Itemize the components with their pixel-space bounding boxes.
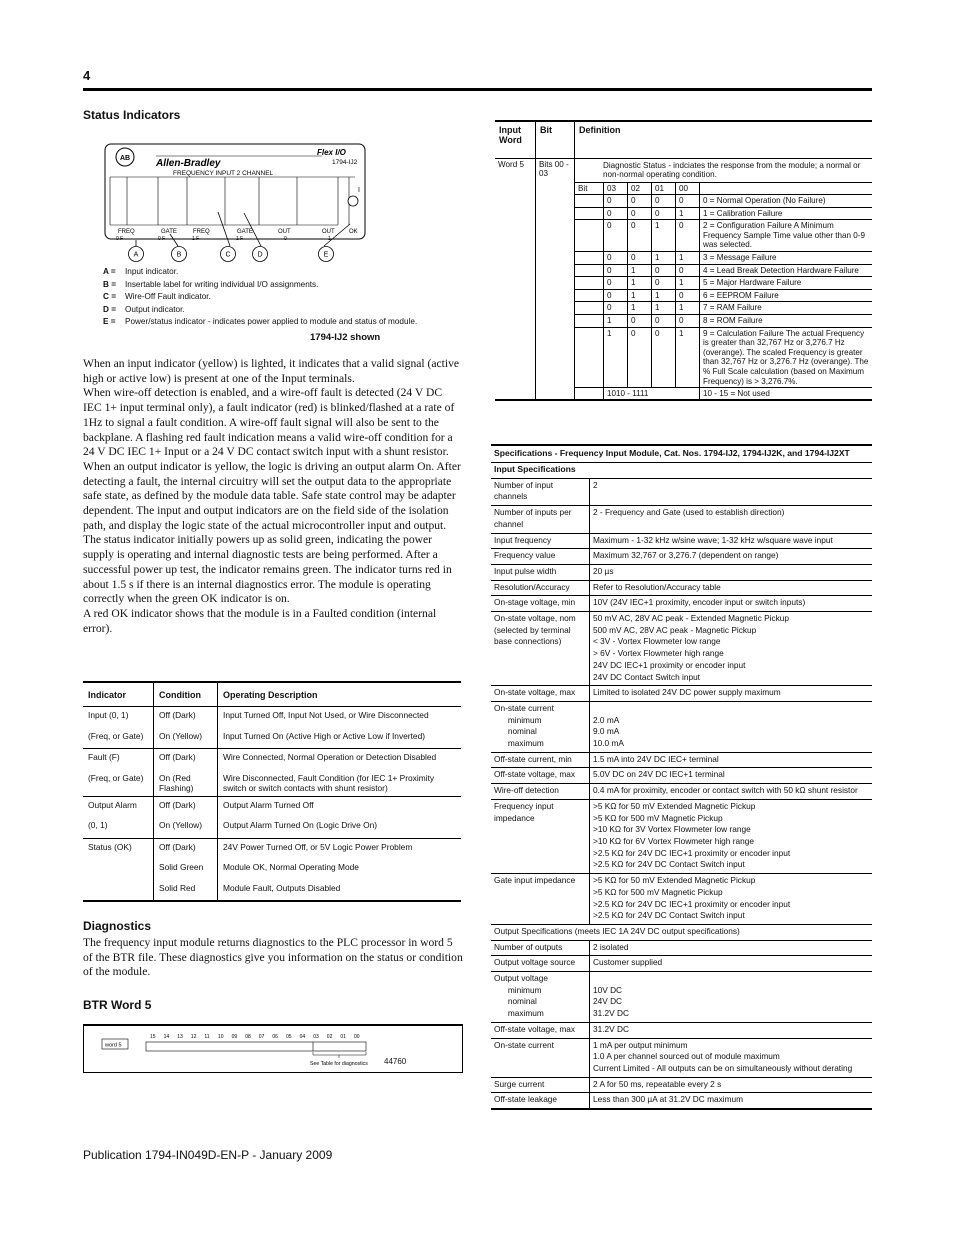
- indicator-cell: [83, 880, 154, 902]
- bit-value: 0: [676, 264, 700, 277]
- spec-key: On-state voltage, max: [491, 686, 590, 702]
- bit-value: 1: [652, 220, 676, 252]
- callout-letter: D: [257, 251, 263, 259]
- bit-value: 1: [628, 264, 652, 277]
- spec-key: Frequency value: [491, 549, 590, 565]
- indicator-sublabel: 1 F: [236, 236, 244, 242]
- input-word-cell: Word 5: [495, 159, 536, 401]
- spec-row: [491, 686, 872, 702]
- description-cell: Module OK, Normal Operating Mode: [218, 859, 462, 880]
- spec-value: 2 - Frequency and Gate (used to establish direction): [590, 506, 873, 533]
- spec-value: 5.0V DC on 24V DC IEC+1 terminal: [590, 768, 873, 784]
- spec-value: Customer supplied: [590, 956, 873, 972]
- spec-key: Resolution/Accuracy: [491, 580, 590, 596]
- spec-value: 2 A for 50 ms, repeatable every 2 s: [590, 1077, 873, 1093]
- bit-value: 0: [604, 302, 628, 315]
- spec-row: [491, 874, 872, 925]
- callout-letter: C: [225, 251, 231, 259]
- indicator-cell: (Freq, or Gate): [88, 730, 144, 741]
- spec-key: Number of input channels: [491, 478, 590, 505]
- spec-key: Number of outputs: [491, 940, 590, 956]
- bit-number: 10: [218, 1034, 224, 1040]
- bit-value: 0: [604, 277, 628, 290]
- definition-cell: 3 = Message Failure: [700, 251, 873, 264]
- bit-number: 15: [150, 1034, 156, 1040]
- definition-cell: 2 = Configuration Failure A Minimum Frequency Sample Time value other than 0-9 was selected.: [700, 220, 873, 252]
- bit-value: 1: [652, 251, 676, 264]
- indicator-label: FREQ: [193, 229, 210, 235]
- indicator-label: OK: [349, 229, 358, 235]
- definition-cell: 0 = Normal Operation (No Failure): [700, 195, 873, 208]
- spec-row: [491, 1077, 872, 1093]
- spec-row: [491, 768, 872, 784]
- spec-value: Maximum - 1-32 kHz w/sine wave; 1-32 kHz w/square wave input: [590, 533, 873, 549]
- btr-heading: BTR Word 5: [83, 998, 152, 1012]
- legend-key: D =: [103, 304, 116, 314]
- spec-key: Input frequency: [491, 533, 590, 549]
- spec-row: [491, 478, 872, 505]
- definition-cell: 7 = RAM Failure: [700, 302, 873, 315]
- figure-title: 1794-IJ2 shown: [310, 332, 381, 343]
- bit-value: 0: [628, 207, 652, 220]
- indicator-cell: Fault (F): [83, 749, 154, 770]
- indicator-sublabel: 0 F: [116, 236, 124, 242]
- spec-row: [491, 940, 872, 956]
- condition-cell: On (Red Flashing): [154, 770, 218, 797]
- output-spec-header: Output Specifications (meets IEC 1A 24V DC output specifications): [491, 924, 872, 940]
- column-header: Operating Description: [218, 682, 462, 707]
- spec-key: Off-state voltage, max: [491, 768, 590, 784]
- column-header: Definition: [575, 121, 873, 159]
- indicator-sublabel: 0: [284, 236, 287, 242]
- spec-value: 2.0 mA 9.0 mA 10.0 mA: [590, 701, 873, 752]
- bit-value: 1: [676, 251, 700, 264]
- indicator-label: FREQ: [118, 229, 135, 235]
- btr-fig-number: 44760: [384, 1057, 407, 1066]
- bit-value: 0: [652, 264, 676, 277]
- table-row: [83, 796, 461, 817]
- table-header-row: [495, 121, 872, 159]
- blank-cell: [700, 183, 873, 195]
- spec-value: >5 KΩ for 50 mV Extended Magnetic Pickup >5 KΩ for 500 mV Magnetic Pickup >10 KΩ for 3V Vortex Flowmeter low range >10 KΩ for 6V Vortex Flowmeter high range >2.5 KΩ for 24V DC IEC+1 proximity or encoder input >2.5 KΩ for 24V DC Contact Switch input: [590, 799, 873, 873]
- table-row: [83, 859, 461, 880]
- spec-table: [491, 462, 872, 1110]
- paragraph: When wire-off detection is enabled, and a wire-off fault is detected (24 V DC IEC 1+ input terminal only), a fault indicator (red) is blinked/flashed at a rate of 1Hz to signal a fault condition. A wire-off fault signal will also be sent to the backplane. A flashing red fault indication means a valid wire-off condition for a 24 V DC IEC 1+ Input or a 24 V DC contact switch input with a shunt resistor.: [83, 386, 455, 459]
- blank-cell: [575, 327, 604, 388]
- spec-row: [491, 784, 872, 800]
- description-cell: Output Alarm Turned Off: [218, 796, 462, 817]
- spec-key: On-stage voltage, min: [491, 596, 590, 612]
- indicator-sublabel: 0 F: [158, 236, 166, 242]
- bit-value: 1: [652, 302, 676, 315]
- legend-text: Insertable label for writing individual I/O assignments.: [125, 279, 319, 289]
- condition-cell: Off (Dark): [154, 749, 218, 770]
- condition-cell: Off (Dark): [154, 707, 218, 728]
- definition-cell: 1 = Calibration Failure: [700, 207, 873, 220]
- blank-cell: [575, 264, 604, 277]
- condition-cell: Off (Dark): [154, 838, 218, 859]
- bit-number: 01: [340, 1034, 346, 1040]
- bit-value: 1: [628, 302, 652, 315]
- legend-row: [103, 316, 417, 329]
- legend-row: [103, 291, 417, 304]
- spec-section-row: [491, 463, 872, 479]
- spec-value: 2: [590, 478, 873, 505]
- spec-row: [491, 596, 872, 612]
- spec-row: [491, 564, 872, 580]
- description-cell: Input Turned On (Active High or Active Low if Inverted): [218, 728, 462, 749]
- btr-note: See Table for diagnostics: [310, 1061, 368, 1067]
- legend-row: [103, 266, 417, 279]
- bit-value: 0: [676, 314, 700, 327]
- indicator-sublabel: 1: [328, 236, 331, 242]
- bit-number: 04: [299, 1034, 306, 1040]
- module-figure: [100, 140, 370, 265]
- word-label: word 5: [105, 1042, 122, 1049]
- callout-letter: A: [133, 251, 139, 259]
- blank-cell: [575, 314, 604, 327]
- status-indicators-heading: Status Indicators: [83, 108, 181, 122]
- bit-number: 02: [326, 1034, 333, 1040]
- indicator-label: GATE: [161, 229, 177, 235]
- callout-letter: E: [323, 251, 329, 259]
- paragraph: A red OK indicator shows that the module is in a Faulted condition (internal error).: [83, 606, 437, 635]
- spec-value: 1 mA per output minimum 1.0 A per channel sourced out of module maximum Current Limited - All outputs can be on simultaneously without derating: [590, 1038, 873, 1077]
- definition-cell: 4 = Lead Break Detection Hardware Failure: [700, 264, 873, 277]
- bit-value: 0: [676, 195, 700, 208]
- table-row: [83, 838, 461, 859]
- spec-key: Gate input impedance: [491, 874, 590, 925]
- spec-row: [491, 701, 872, 752]
- specifications: [491, 444, 872, 1110]
- condition-cell: Solid Green: [154, 859, 218, 880]
- diagnostics-heading: Diagnostics: [83, 919, 152, 933]
- bit-value: 0: [652, 277, 676, 290]
- bit-number: 09: [231, 1034, 238, 1040]
- bit-value: 0: [652, 327, 676, 388]
- spec-value: Limited to isolated 24V DC power supply maximum: [590, 686, 873, 702]
- blank-cell: [575, 388, 604, 401]
- bit-number: 13: [177, 1034, 183, 1040]
- diagnostics-text: The frequency input module returns diagnostics to the PLC processor in word 5 of the BTR file. These diagnostics give you information on the status or condition of the module.: [83, 936, 463, 979]
- spec-key: On-state current minimum nominal maximum: [491, 701, 590, 752]
- spec-key: Off-state leakage: [491, 1093, 590, 1109]
- spec-key: Output voltage source: [491, 956, 590, 972]
- indicator-label: GATE: [237, 229, 253, 235]
- indicator-cell: Status (OK): [83, 838, 154, 859]
- spec-row: [491, 580, 872, 596]
- spec-value: Less than 300 µA at 31.2V DC maximum: [590, 1093, 873, 1109]
- legend-row: [103, 279, 417, 292]
- spec-row: [491, 549, 872, 565]
- bit-subheader: 03: [604, 183, 628, 195]
- bit-value: 0: [628, 314, 652, 327]
- bit-value: 0: [628, 251, 652, 264]
- footer-publication: Publication 1794-IN049D-EN-P - January 2009: [83, 1148, 333, 1162]
- description-cell: 24V Power Turned Off, or 5V Logic Power Problem: [218, 838, 462, 859]
- spec-key: Frequency input impedance: [491, 799, 590, 873]
- bit-value: 0: [652, 207, 676, 220]
- bit-number: 07: [258, 1034, 265, 1040]
- spec-row: [491, 752, 872, 768]
- spec-value: 31.2V DC: [590, 1022, 873, 1038]
- bit-number: 12: [190, 1034, 197, 1040]
- bit-value: 1: [676, 327, 700, 388]
- spec-value: >5 KΩ for 50 mV Extended Magnetic Pickup >5 KΩ for 500 mV Magnetic Pickup >2.5 KΩ for 24V DC IEC+1 proximity or encoder input >2.5 KΩ for 24V DC Contact Switch input: [590, 874, 873, 925]
- bit-value: 0: [628, 220, 652, 252]
- spec-key: Off-state current, min: [491, 752, 590, 768]
- definition-cell: 5 = Major Hardware Failure: [700, 277, 873, 290]
- callout-letter: B: [176, 251, 182, 259]
- bit-value: 1: [652, 289, 676, 302]
- description-cell: Wire Connected, Normal Operation or Detection Disabled: [218, 749, 462, 770]
- definition-cell: 9 = Calculation Failure The actual Frequency is greater than 32,767 Hz or 3,276.7 Hz (overange). The scaled Frequency is greater than 32,767 Hz or 3,276.7 Hz (overange). The % Full Scale calculation (based on Maximum Frequency) is > 3,276.7%.: [700, 327, 873, 388]
- figure-legend: [103, 266, 417, 329]
- legend-text: Power/status indicator - indicates power applied to module and status of module.: [125, 317, 418, 327]
- table-row: [83, 770, 461, 797]
- input-spec-header: Input Specifications: [491, 463, 872, 479]
- bit-subheader: 01: [652, 183, 676, 195]
- bit-value: 0: [604, 251, 628, 264]
- bit-value: 1: [604, 314, 628, 327]
- status-body-text: [83, 357, 463, 636]
- spec-row: [491, 799, 872, 873]
- bit-number: 03: [313, 1034, 319, 1040]
- bit-subheader: 00: [676, 183, 700, 195]
- legend-key: E =: [103, 317, 116, 327]
- bit-value: 0: [628, 327, 652, 388]
- table-header-row: [83, 682, 461, 707]
- spec-key: Number of inputs per channel: [491, 506, 590, 533]
- bit-value: 1: [628, 277, 652, 290]
- brand-name: Allen-Bradley: [156, 158, 221, 169]
- spec-key: Input pulse width: [491, 564, 590, 580]
- definition-intro: Diagnostic Status - indciates the response from the module; a normal or non-normal operating condition.: [575, 159, 873, 183]
- table-row: [83, 880, 461, 902]
- spec-section-row: [491, 924, 872, 940]
- ab-logo-badge: AB: [119, 155, 131, 162]
- condition-cell: Off (Dark): [154, 796, 218, 817]
- spec-key: On-state current: [491, 1038, 590, 1077]
- side-indicator: [348, 196, 358, 206]
- table-row: [495, 159, 872, 183]
- spec-value: Refer to Resolution/Accuracy table: [590, 580, 873, 596]
- spec-value: Maximum 32,767 or 3,276.7 (dependent on range): [590, 549, 873, 565]
- column-header: Bit: [536, 121, 575, 159]
- bit-number: 08: [245, 1034, 251, 1040]
- blank-cell: [575, 220, 604, 252]
- spec-row: [491, 956, 872, 972]
- bit-cell: Bits 00 - 03: [536, 159, 575, 401]
- paragraph: The status indicator initially powers up as solid green, indicating the power supply is operating and internal diagnostic tests are being performed. After a successful power up test, the indicator remains green. The indicator turns red in about 1.5 s if there is an internal diagnostics error. The module is operating correctly when the green OK indicator is on.: [83, 533, 452, 606]
- paragraph: When an input indicator (yellow) is lighted, it indicates that a valid signal (active high or active low) is present at one of the Input terminals.: [83, 357, 460, 385]
- indicator-label: OUT: [278, 229, 291, 235]
- legend-key: B =: [103, 279, 116, 289]
- legend-key: C =: [103, 292, 116, 302]
- flex-io-logo: Flex I/O: [317, 148, 346, 157]
- indicator-table: [83, 681, 461, 902]
- bit-number: 11: [204, 1034, 210, 1040]
- bit-value: 1: [676, 207, 700, 220]
- bit-value: 1: [628, 289, 652, 302]
- spec-title: Specifications - Frequency Input Module, Cat. Nos. 1794-IJ2, 1794-IJ2K, and 1794-IJ2XT: [491, 444, 872, 462]
- bit-value: 0: [652, 314, 676, 327]
- bit-number: 14: [163, 1034, 170, 1040]
- spec-value: 2 isolated: [590, 940, 873, 956]
- indicator-cell: [83, 859, 154, 880]
- table-row: [83, 817, 461, 838]
- spec-row: [491, 1093, 872, 1109]
- indicator-cell: (0, 1): [88, 820, 108, 830]
- definition-cell: 6 = EEPROM Failure: [700, 289, 873, 302]
- spec-row: [491, 1038, 872, 1077]
- module-label: FREQUENCY INPUT 2 CHANNEL: [173, 170, 274, 177]
- page-number: 4: [83, 68, 91, 83]
- description-cell: Output Alarm Turned On (Logic Drive On): [218, 817, 462, 838]
- bit-subheader: 02: [628, 183, 652, 195]
- spec-key: Surge current: [491, 1077, 590, 1093]
- spec-row: [491, 972, 872, 1023]
- column-header: Indicator: [83, 682, 154, 707]
- table-row: [83, 707, 461, 728]
- bit-value: 0: [604, 289, 628, 302]
- column-header: Input Word: [495, 121, 536, 159]
- condition-cell: On (Yellow): [154, 817, 218, 838]
- spec-key: Off-state voltage, max: [491, 1022, 590, 1038]
- indicator-sublabel: 1 F: [192, 236, 200, 242]
- indicator-cell: (Freq, or Gate): [88, 772, 144, 783]
- condition-cell: Solid Red: [154, 880, 218, 902]
- spec-value: 10V DC 24V DC 31.2V DC: [590, 972, 873, 1023]
- blank-cell: [575, 251, 604, 264]
- paragraph: When an output indicator is yellow, the logic is driving an output alarm On. After detecting a fault, the internal circuitry will set the output data to the appropriate safe state, as defined by the module data table. Safe state control may be adapter dependent. The input and output indicators are on the field side of the isolation path, and display the logic state of the actual microcontroller input and output.: [83, 459, 461, 532]
- blank-cell: [575, 195, 604, 208]
- bit-value: 0: [604, 264, 628, 277]
- bit-value: 0: [676, 289, 700, 302]
- bit-value: 0: [628, 195, 652, 208]
- spec-value: 0.4 mA for proximity, encoder or contact switch with 50 kΩ shunt resistor: [590, 784, 873, 800]
- spec-row: [491, 506, 872, 533]
- spec-value: 50 mV AC, 28V AC peak - Extended Magnetic Pickup 500 mV AC, 28V AC peak - Magnetic Pickup < 3V - Vortex Flowmeter low range > 6V - Vortex Flowmeter high range 24V DC IEC+1 proximity or encoder input 24V DC Contact Switch input: [590, 612, 873, 686]
- blank-cell: [575, 207, 604, 220]
- spec-key: Output voltage minimum nominal maximum: [491, 972, 590, 1023]
- bit-value: 0: [652, 195, 676, 208]
- description-cell: Input Turned Off, Input Not Used, or Wire Disconnected: [218, 707, 462, 728]
- legend-key: A =: [103, 267, 116, 276]
- bit-value: 0: [676, 220, 700, 252]
- bit-number: 05: [286, 1034, 292, 1040]
- catalog-number: 1794-IJ2: [332, 159, 358, 166]
- legend-row: [103, 304, 417, 317]
- bit-value: 1: [604, 327, 628, 388]
- description-cell: Wire Disconnected, Fault Condition (for IEC 1+ Proximity switch or switch contacts with shunt resistor): [218, 770, 462, 797]
- legend-text: Output indicator.: [125, 304, 185, 314]
- table-row: [83, 728, 461, 749]
- bit-value: 1: [676, 302, 700, 315]
- definition-table: [495, 120, 872, 401]
- spec-row: [491, 612, 872, 686]
- legend-text: Input indicator.: [125, 267, 179, 276]
- bit-subheader: Bit: [575, 183, 604, 195]
- description-cell: Module Fault, Outputs Disabled: [218, 880, 462, 902]
- condition-cell: On (Yellow): [154, 728, 218, 749]
- bit-value: 0: [604, 207, 628, 220]
- spec-value: 20 µs: [590, 564, 873, 580]
- indicator-label: OUT: [322, 229, 335, 235]
- bit-number: 06: [272, 1034, 278, 1040]
- indicator-cell: Output Alarm: [83, 796, 154, 817]
- column-header: Condition: [154, 682, 218, 707]
- bit-value: 1: [676, 277, 700, 290]
- bit-number: 00: [354, 1034, 360, 1040]
- bit-range: 1010 - 1111: [604, 388, 700, 401]
- spec-key: On-state voltage, nom (selected by terminal base connections): [491, 612, 590, 686]
- definition-cell: 10 - 15 = Not used: [700, 388, 873, 401]
- spec-row: [491, 1022, 872, 1038]
- spec-value: 10V (24V IEC+1 proximity, encoder input or switch inputs): [590, 596, 873, 612]
- spec-key: Wire-off detection: [491, 784, 590, 800]
- blank-cell: [575, 289, 604, 302]
- spec-row: [491, 533, 872, 549]
- table-row: [83, 749, 461, 770]
- header-rule: [83, 88, 872, 91]
- bit-value: 0: [604, 195, 628, 208]
- indicator-cell: Input (0, 1): [83, 707, 154, 728]
- blank-cell: [575, 277, 604, 290]
- side-mark: I: [358, 187, 360, 194]
- spec-value: 1.5 mA into 24V DC IEC+ terminal: [590, 752, 873, 768]
- definition-cell: 8 = ROM Failure: [700, 314, 873, 327]
- bit-value: 0: [604, 220, 628, 252]
- legend-text: Wire-Off Fault indicator.: [125, 292, 211, 302]
- blank-cell: [575, 302, 604, 315]
